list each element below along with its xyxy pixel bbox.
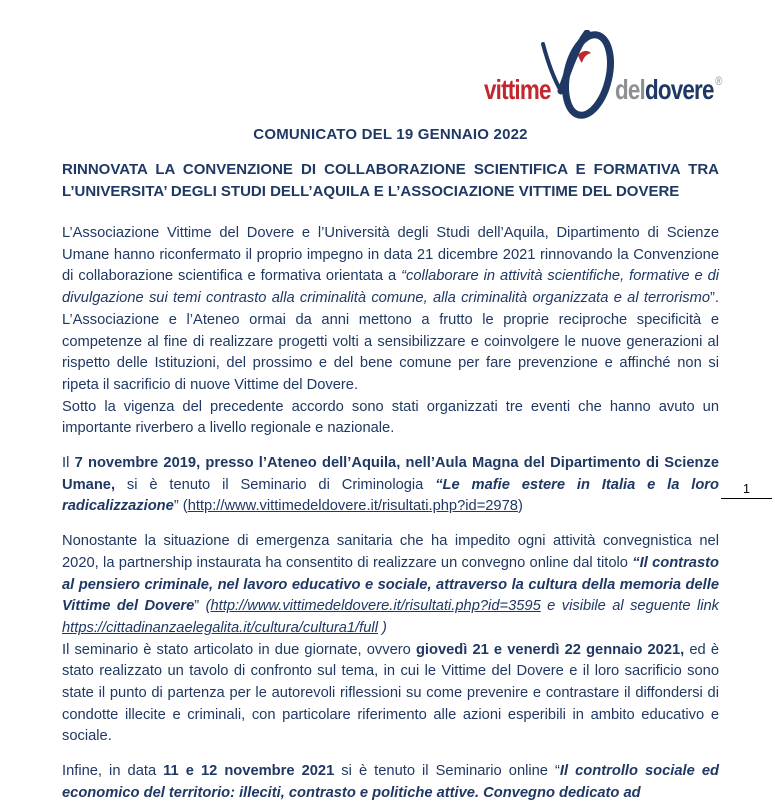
text-run: Il [62, 455, 75, 472]
text-run: ed è stato realizzato un tavolo di confronto sul tema, in cui le Vittime del Dovere e il loro sacrificio sono state il punto di partenza per le autorevoli riflessioni su come prevenire e contrastare il diffondersi di condotte illecite e criminali, con particolare riferimento alle azioni esperibili in ambito educativo e sociale. [62, 641, 720, 745]
logo-word-deldovere [615, 74, 722, 106]
document-title: RINNOVATA LA CONVENZIONE DI COLLABORAZIONE SCIENTIFICA E FORMATIVA TRA L’UNIVERSITA’ DEGLI STUDI DELL’AQUILA E L’ASSOCIAZIONE VITTIME DEL DOVERE [62, 161, 719, 200]
document-body [62, 223, 719, 805]
link[interactable]: http://www.vittimedeldovere.it/risultati.php?id=2978 [187, 498, 518, 515]
text-run: Il seminario è stato articolato in due giornate, ovvero [62, 641, 416, 658]
text-run: ” ( [173, 498, 188, 515]
text-run: “Il contrasto al pensiero criminale, nel lavoro educativo e sociale, attraverso la cultura della memoria delle Vittime del Dovere [62, 554, 719, 615]
paragraph [62, 640, 719, 749]
link[interactable]: http://www.vittimedeldovere.it/risultati.php?id=3595 [210, 598, 541, 615]
page-number: 1 [743, 482, 750, 496]
logo-word-dovere: dovere [644, 74, 714, 105]
paragraph [62, 223, 719, 397]
text-run: ” [194, 598, 206, 615]
paragraph [62, 453, 719, 518]
text-run: “collaborare in attività scientifiche, formative e di divulgazione sui temi contrasto alla criminalità comune, alla criminalità organizzata e al terrorismo [62, 268, 720, 307]
text-run: 7 novembre 2019, presso l’Ateneo dell’Aquila, nell’Aula Magna del Dipartimento di Scienze Umane, [62, 455, 719, 493]
text-run: 11 e 12 novembre 2021 [163, 763, 335, 780]
page-number-rule [721, 498, 772, 499]
logo-word-del: del [615, 74, 645, 105]
paragraph [62, 761, 719, 804]
vd-swoosh-icon [540, 30, 622, 122]
text-run: Nonostante la situazione di emergenza sanitaria che ha impedito ogni attività convegnistica nel 2020, la partnership instaurata ha consentito di realizzare un convegno online dal titolo [62, 533, 719, 571]
page-number-frame [721, 482, 772, 499]
text-run: ( [205, 598, 211, 615]
text-run: e visibile al seguente link [540, 598, 719, 615]
paragraph [62, 531, 719, 640]
text-run: “Le mafie estere in Italia e la loro radicalizzazione [62, 476, 719, 515]
logo-word-vittime: vittime [484, 74, 551, 105]
text-run: si è tenuto il Seminario di Criminologia [115, 476, 436, 493]
text-run: ) [377, 619, 387, 636]
text-run: Sotto la vigenza del precedente accordo sono stati organizzati tre eventi che hanno avuto un importante riverbero a livello regionale e nazionale. [62, 398, 719, 437]
comunicato-heading: COMUNICATO DEL 19 GENNAIO 2022 [253, 126, 528, 143]
text-run: Il controllo sociale ed economico del territorio: illeciti, contrasto e politiche attive. Convegno dedicato ad [62, 763, 719, 801]
link[interactable]: https://cittadinanzaelegalita.it/cultura/cultura1/full [62, 619, 378, 636]
text-run: si è tenuto il Seminario online “ [334, 763, 560, 780]
registered-trademark-icon: ® [715, 74, 722, 88]
text-run: Infine, in data [62, 763, 164, 780]
text-run: ”. L’Associazione e l’Ateneo ormai da anni mettono a frutto le proprie reciproche specificità e competenze al fine di realizzare progetti volti a sensibilizzare e coinvolgere le nuove generazioni al rispetto delle Istituzioni, del prossimo e del bene comune per fare prevenzione e affinché non si ripeta il sacrificio di nuove Vittime del Dovere. [62, 290, 719, 393]
text-run: ) [517, 498, 523, 515]
logo [484, 30, 764, 122]
text-run: giovedì 21 e venerdì 22 gennaio 2021, [415, 641, 685, 658]
paragraph [62, 397, 719, 440]
text-run: L’Associazione Vittime del Dovere e l’Università degli Studi dell’Aquila, Dipartimento di Scienze Umane hanno riconfermato il proprio impegno in data 21 dicembre 2021 rinnovando la Convenzione di collaborazione scientifica e formativa orientata a [62, 225, 719, 285]
